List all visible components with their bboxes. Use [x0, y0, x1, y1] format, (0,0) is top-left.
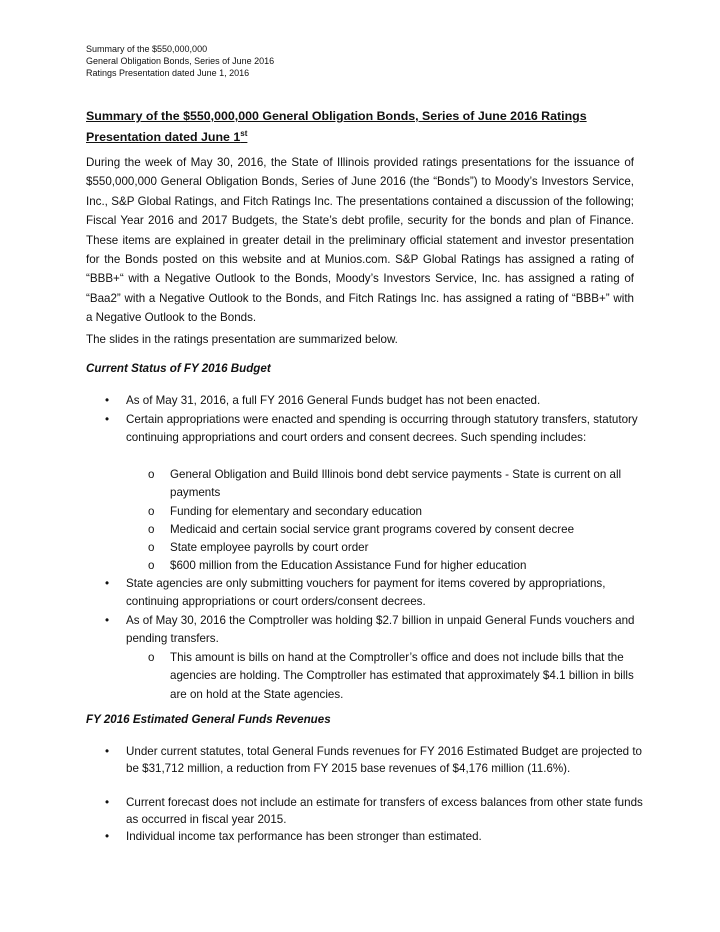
sub-list-item: Funding for elementary and secondary education	[170, 505, 422, 518]
sub-list-item: Medicaid and certain social service grant programs covered by consent decree	[170, 523, 575, 536]
document-title	[86, 106, 646, 148]
bullet-icon: •	[105, 577, 110, 590]
bullet-icon: •	[105, 830, 110, 843]
sub-bullet-icon: o	[148, 523, 155, 536]
bullet-icon: •	[105, 796, 110, 809]
list-item: As of May 31, 2016, a full FY 2016 General Funds budget has not been enacted.	[126, 394, 541, 407]
list-item: Individual income tax performance has been stronger than estimated.	[126, 830, 482, 843]
sub-bullet-icon: o	[148, 505, 155, 518]
running-header-line-2: General Obligation Bonds, Series of June 2016	[86, 56, 275, 66]
list-item: Under current statutes, total General Funds revenues for FY 2016 Estimated Budget are projected to be $31,712 million, a reduction from FY 2015 base revenues of $4,176 million (11.6%).	[126, 745, 642, 776]
sub-list-item: General Obligation and Build Illinois bond debt service payments - State is current on all payments	[170, 468, 622, 500]
sub-bullet-icon: o	[148, 541, 155, 554]
section-heading-budget-status: Current Status of FY 2016 Budget	[86, 362, 271, 375]
list-item: As of May 30, 2016 the Comptroller was holding $2.7 billion in unpaid General Funds vouchers and pending transfers.	[126, 614, 635, 646]
list-item: Current forecast does not include an estimate for transfers of excess balances from other state funds as occurred in fiscal year 2015.	[126, 796, 643, 827]
sub-bullet-icon: o	[148, 468, 155, 481]
list-item: Certain appropriations were enacted and spending is occurring through statutory transfers, statutory continuing appropriations and court orders and consent decrees. Such spending includes:	[126, 413, 638, 445]
sub-bullet-icon: o	[148, 651, 155, 664]
bullet-icon: •	[105, 394, 110, 407]
sub-list-item: State employee payrolls by court order	[170, 541, 369, 554]
title-superscript: st	[240, 128, 248, 138]
sub-list-item: This amount is bills on hand at the Comptroller’s office and does not include bills that the agencies are holding. The Comptroller has estimated that approximately $4.1 billion in bills are on hold at the State agencies.	[170, 651, 634, 701]
slides-note: The slides in the ratings presentation are summarized below.	[86, 333, 398, 346]
running-header-line-1: Summary of the $550,000,000	[86, 44, 208, 54]
bullet-icon: •	[105, 614, 110, 627]
sub-list-item: $600 million from the Education Assistance Fund for higher education	[170, 559, 527, 572]
running-header-line-3: Ratings Presentation dated June 1, 2016	[86, 68, 250, 78]
sub-bullet-icon: o	[148, 559, 155, 572]
intro-paragraph: During the week of May 30, 2016, the State of Illinois provided ratings presentations for the issuance of $550,000,000 General Obligation Bonds, Series of June 2016 (the “Bonds”) to Moody’s Investors Service, Inc., S&P Global Ratings, and Fitch Ratings Inc. The presentations contained a discussion of the following; Fiscal Year 2016 and 2017 Budgets, the State’s debt profile, security for the bonds and plan of Finance. These items are explained in greater detail in the preliminary official statement and investor presentation for the Bonds posted on this website and at Munios.com. S&P Global Ratings has assigned a rating of “BBB+“ with a Negative Outlook to the Bonds, Moody’s Investors Service, Inc. has assigned a rating of “Baa2” with a Negative Outlook to the Bonds, and Fitch Ratings Inc. has assigned a rating of “BBB+” with a Negative Outlook to the Bonds.	[86, 156, 634, 325]
bullet-icon: •	[105, 413, 110, 426]
list-item: State agencies are only submitting vouchers for payment for items covered by appropriations, continuing appropriations or court orders/consent decrees.	[126, 577, 606, 609]
title-text: Summary of the $550,000,000 General Obligation Bonds, Series of June 2016 Ratings Presentation dated June 1	[86, 109, 587, 144]
section-heading-revenues: FY 2016 Estimated General Funds Revenues	[86, 713, 331, 726]
bullet-icon: •	[105, 745, 110, 758]
